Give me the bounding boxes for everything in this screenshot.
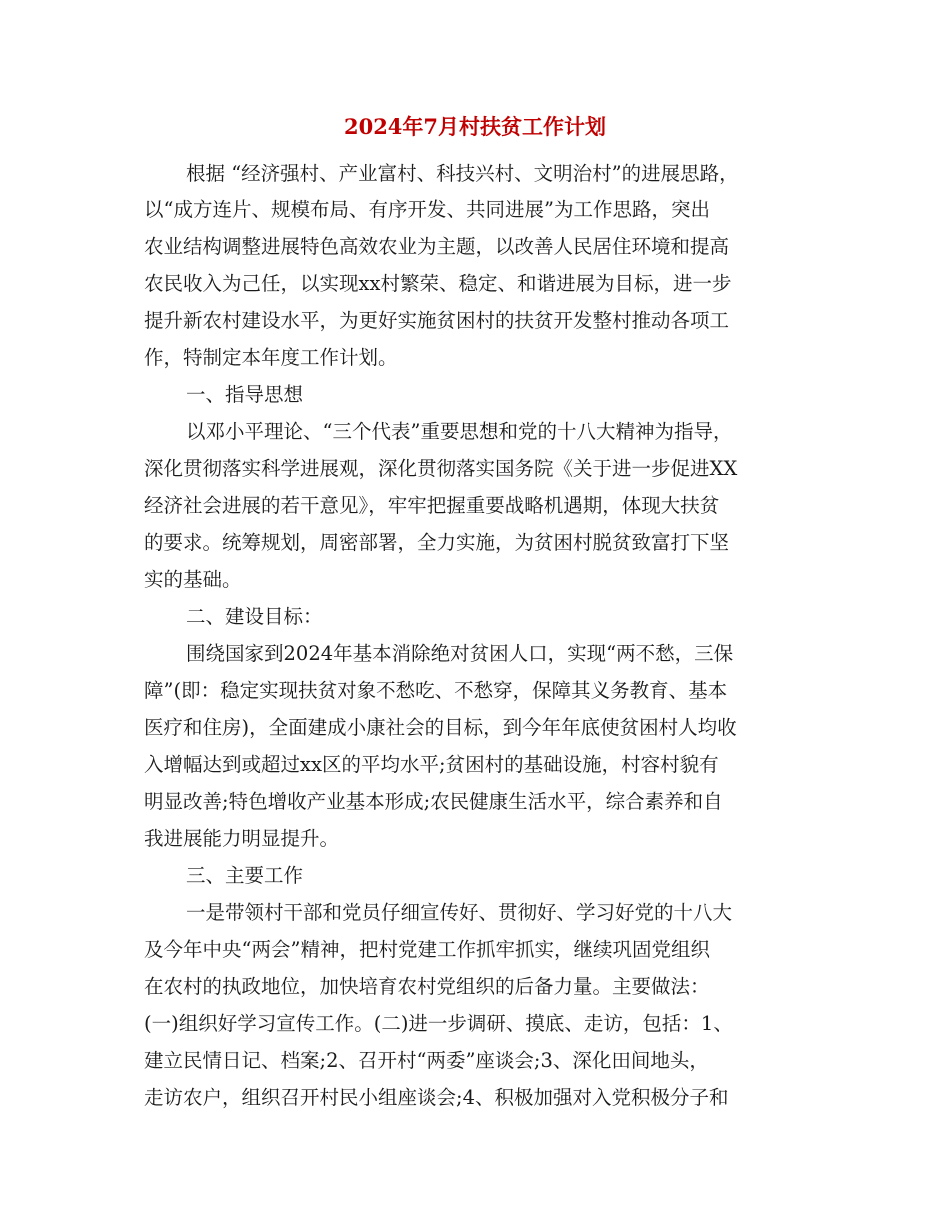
body-line: 深化贯彻落实科学进展观，深化贯彻落实国务院《关于进一步促进XX	[144, 457, 738, 480]
body-line: 走访农户，组织召开村民小组座谈会;4、积极加强对入党积极分子和	[144, 1086, 729, 1109]
body-line: (一)组织好学习宣传工作。(二)进一步调研、摸底、走访，包括：1、	[144, 1012, 733, 1035]
body-line: 农业结构调整进展特色高效农业为主题，以改善人民居住环境和提高	[144, 235, 730, 258]
body-line: 入增幅达到或超过xx区的平均水平;贫困村的基础设施，村容村貌有	[144, 753, 719, 776]
body-line: 经济社会进展的若干意见》，牢牢把握重要战略机遇期，体现大扶贫	[144, 494, 720, 517]
body-line: 实的基础。	[144, 568, 242, 591]
body-line: 建立民情日记、档案;2、召开村“两委”座谈会;3、深化田间地头，	[144, 1049, 709, 1072]
body-line: 根据 “经济强村、产业富村、科技兴村、文明治村”的进展思路，	[186, 162, 739, 185]
body-line: 以“成方连片、规模布局、有序开发、共同进展”为工作思路，突出	[144, 198, 710, 221]
body-line: 医疗和住房)，全面建成小康社会的目标，到今年年底使贫困村人均收	[144, 716, 737, 739]
body-line: 明显改善;特色增收产业基本形成;农民健康生活水平，综合素养和自	[144, 790, 723, 813]
body-line: 作，特制定本年度工作计划。	[144, 346, 398, 369]
body-line: 我进展能力明显提升。	[144, 827, 340, 850]
body-line: 在农村的执政地位，加快培育农村党组织的后备力量。主要做法：	[144, 975, 710, 998]
body-line: 农民收入为己任，以实现xx村繁荣、稳定、和谐进展为目标，进一步	[144, 272, 732, 295]
body-line: 提升新农村建设水平，为更好实施贫困村的扶贫开发整村推动各项工	[144, 309, 730, 332]
body-line: 一是带领村干部和党员仔细宣传好、贯彻好、学习好党的十八大	[186, 901, 733, 924]
section-heading: 三、主要工作	[186, 864, 304, 887]
body-line: 的要求。统筹规划，周密部署，全力实施，为贫困村脱贫致富打下坚	[144, 531, 730, 554]
section-heading: 一、指导思想	[186, 383, 304, 406]
body-line: 以邓小平理论、“三个代表”重要思想和党的十八大精神为指导，	[186, 420, 733, 443]
body-line: 障”(即：稳定实现扶贫对象不愁吃、不愁穿，保障其义务教育、基本	[144, 679, 728, 702]
body-line: 及今年中央“两会”精神，把村党建工作抓牢抓实，继续巩固党组织	[144, 938, 710, 961]
section-heading: 二、建设目标：	[186, 605, 323, 628]
body-line: 围绕国家到2024年基本消除绝对贫困人口，实现“两不愁，三保	[186, 642, 734, 665]
document-title: 2024年7月村扶贫工作计划	[343, 114, 607, 139]
